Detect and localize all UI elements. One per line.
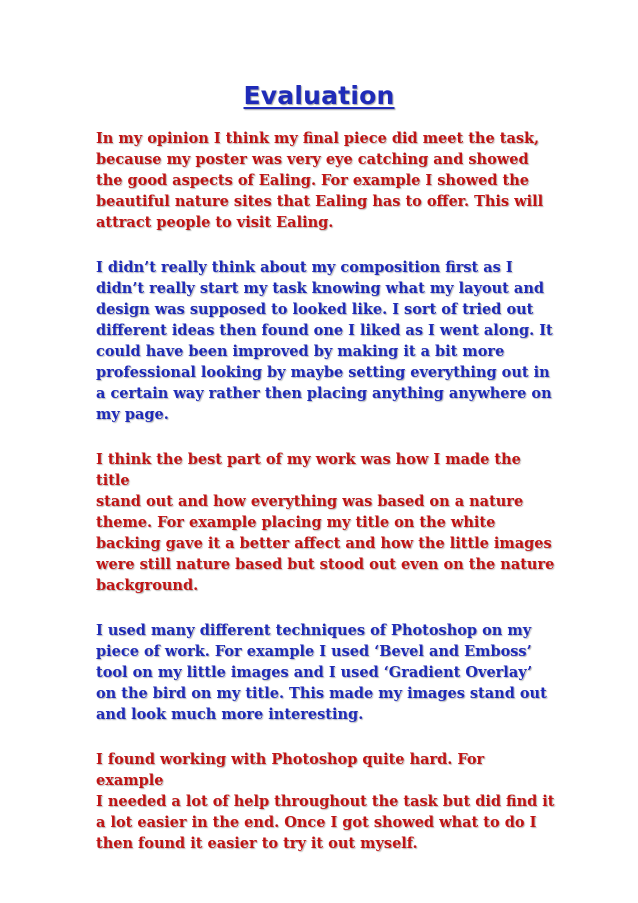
paragraph-opinion: In my opinion I think my final piece did meet the task, because my poster was very eye catching and showed the good aspects of Ealing. For example I showed the beautiful nature sites that Ealing has to offer. This will attract people to visit Ealing.: [96, 130, 544, 231]
paragraph-composition: I didn’t really think about my composition first as I didn’t really start my task knowing what my layout and design was supposed to looked like. I sort of tried out different ideas then found one I liked as I went along. It could have been improved by making it a bit more professional looking by maybe setting everything out in a certain way rather then placing anything anywhere on my page.: [96, 259, 553, 423]
paragraph-best-part: I think the best part of my work was how I made the title stand out and how everything was based on a nature theme. For example placing my title on the white backing gave it a better affect and how the little images were still nature based but stood out even on the nature background.: [96, 451, 555, 594]
paragraph-difficulty: I found working with Photoshop quite hard. For example I needed a lot of help throughout the task but did find it a lot easier in the end. Once I got showed what to do I then found it easier to try it out myself.: [96, 751, 555, 852]
document-body: [96, 128, 556, 878]
paragraph-techniques: I used many different techniques of Photoshop on my piece of work. For example I used ‘Bevel and Emboss’ tool on my little images and I used ‘Gradient Overlay’ on the bird on my title. This made my images stand out and look much more interesting.: [96, 622, 547, 723]
page-title: Evaluation: [243, 81, 395, 110]
